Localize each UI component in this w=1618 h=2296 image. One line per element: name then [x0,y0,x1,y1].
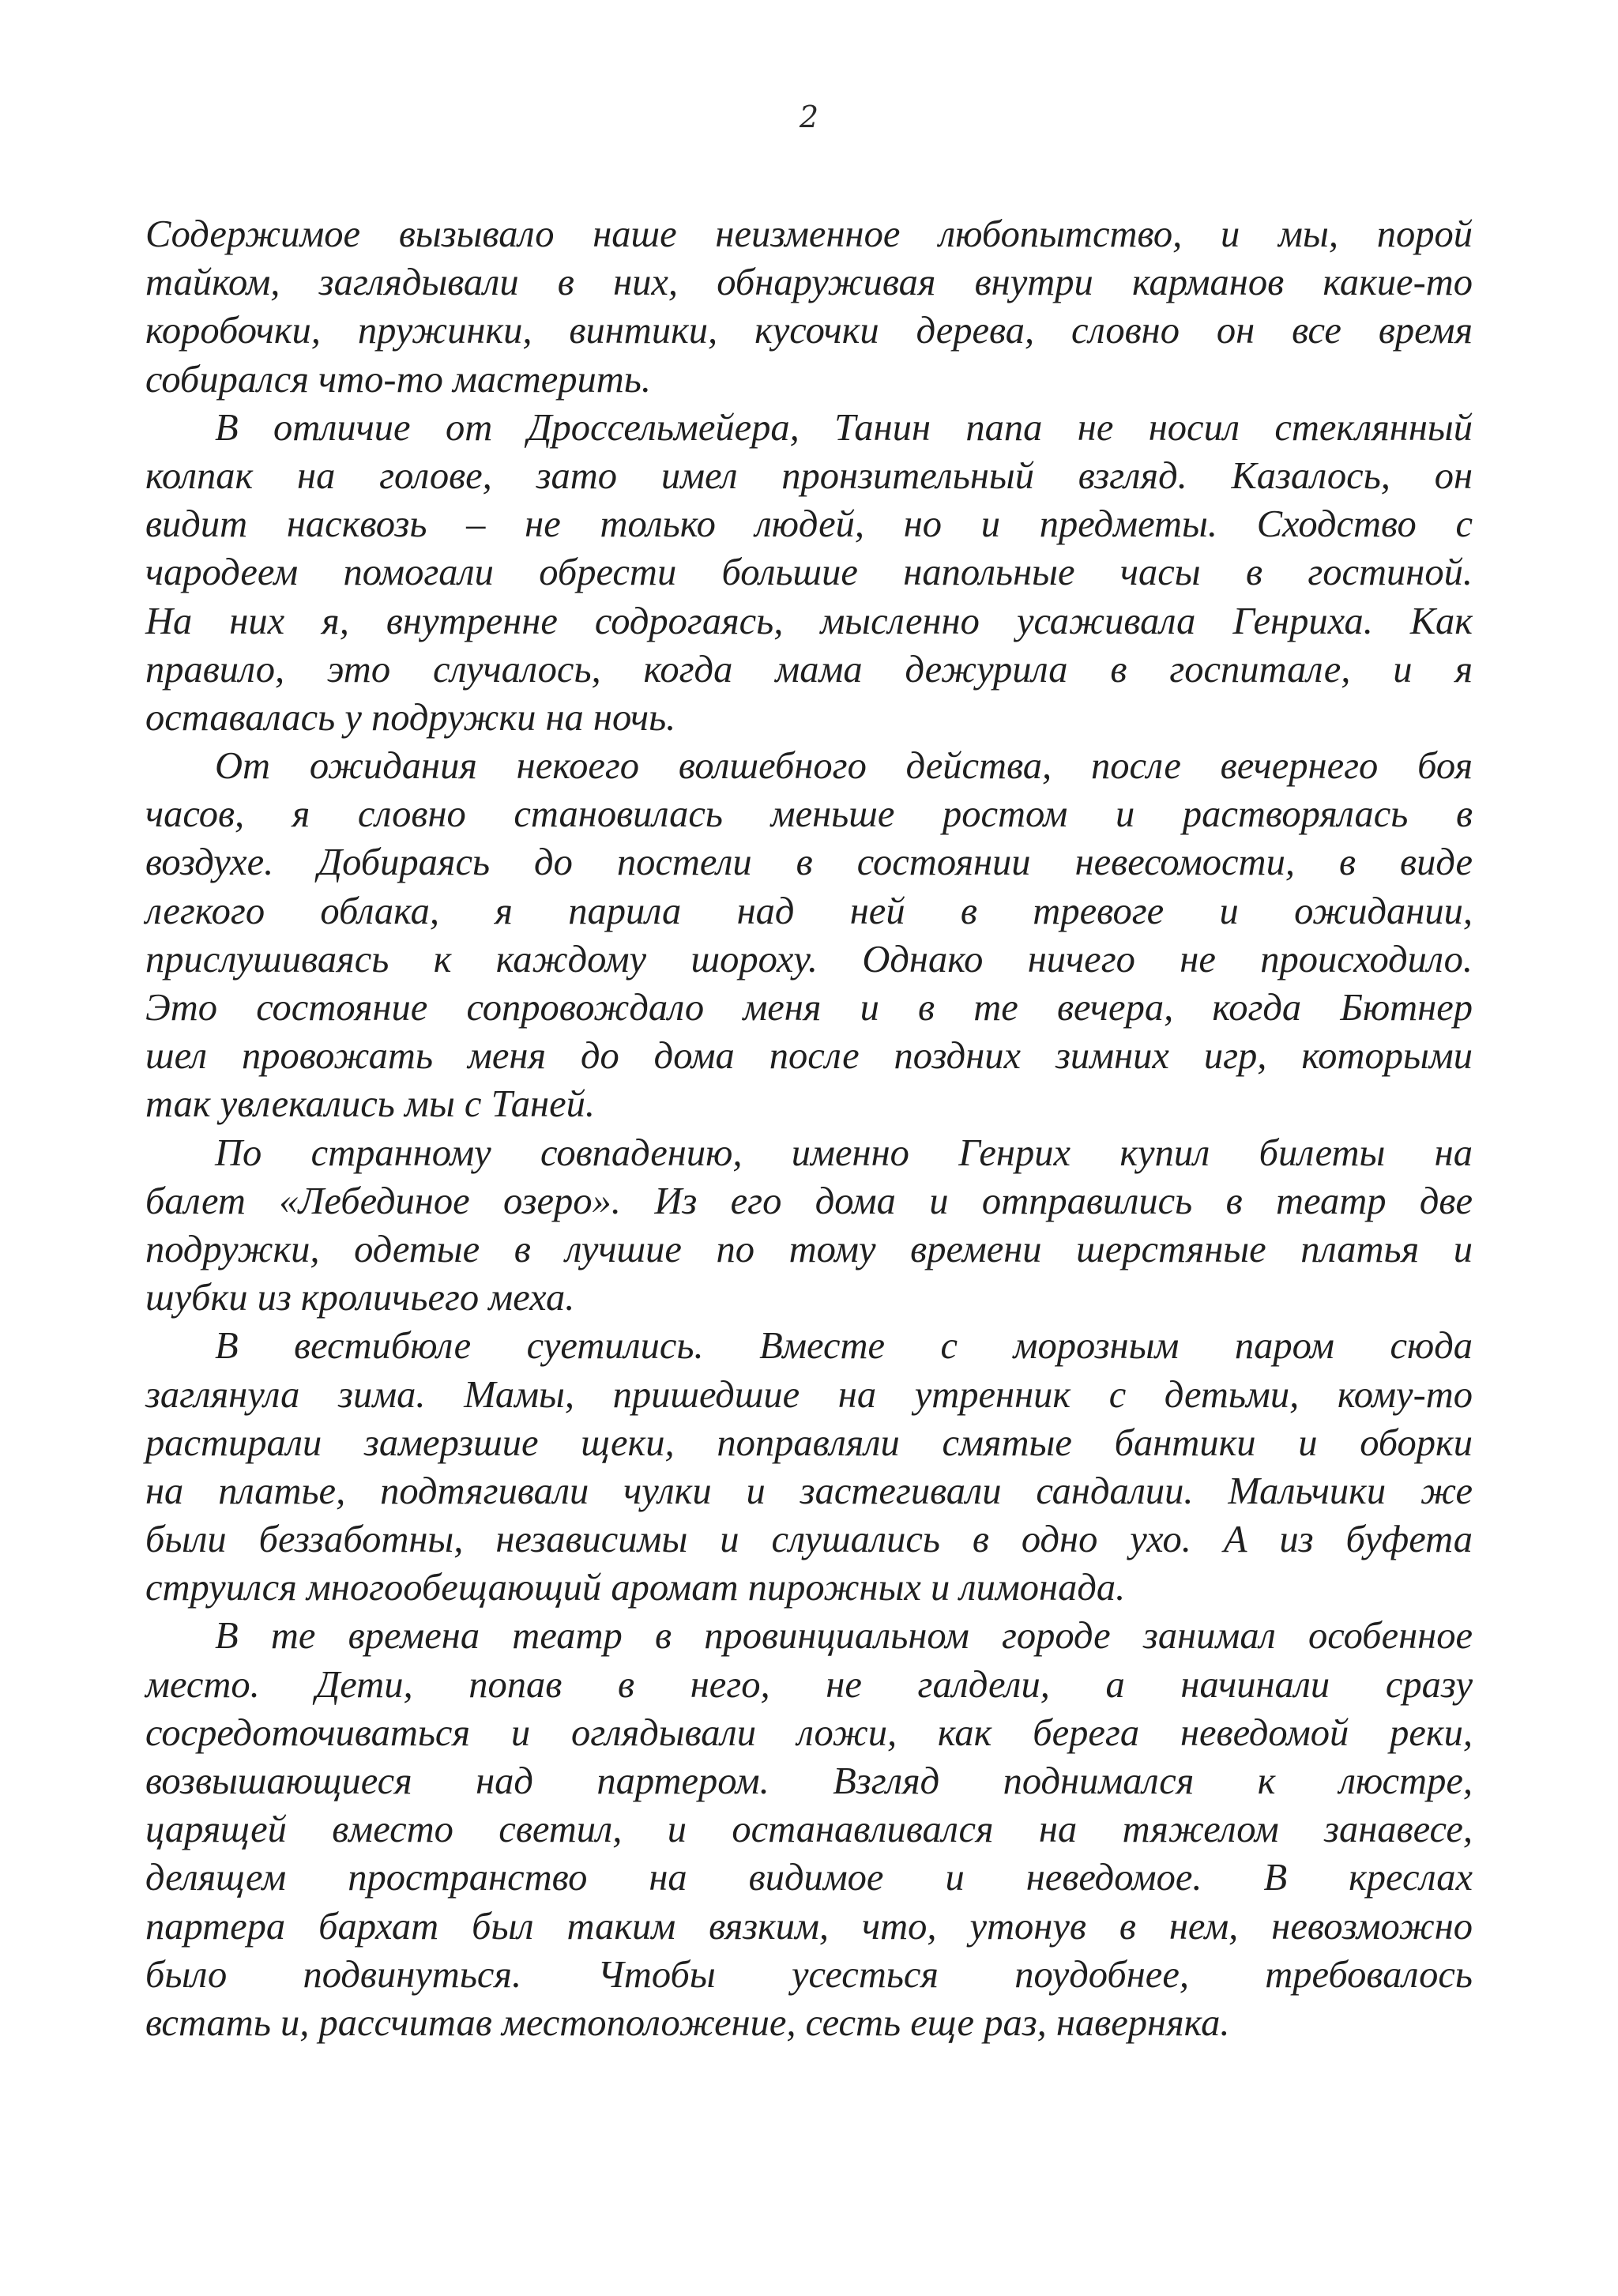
text-line: струился многообещающий аромат пирожных и лимонада. [145,1567,1126,1609]
text-line: на платье, подтягивали чулки и застегивали сандалии. Мальчики же [145,1470,1473,1512]
text-line: шубки из кроличьего меха. [145,1277,575,1319]
text-line: Содержимое вызывало наше неизменное любопытство, и мы, порой [145,213,1473,255]
text-line: прислушиваясь к каждому шороху. Однако ничего не происходило. [145,938,1473,981]
text-line: встать и, рассчитав местоположение, сесть еще раз, наверняка. [145,2001,1230,2044]
text-line: заглянула зима. Мамы, пришедшие на утренник с детьми, кому-то [145,1373,1473,1416]
text-line: место. Дети, попав в него, не галдели, а начинали сразу [145,1663,1473,1706]
text-line: В отличие от Дроссельмейера, Танин папа не носил стеклянный [215,406,1473,449]
text-line: оставалась у подружки на ночь. [145,696,676,739]
text-line: часов, я словно становилась меньше ростом и растворялась в [145,793,1473,836]
text-line: делящем пространство на видимое и неведомое. В креслах [145,1857,1473,1899]
text-line: растирали замерзшие щеки, поправляли смятые бантики и оборки [145,1421,1473,1464]
text-line: воздухе. Добираясь до постели в состоянии невесомости, в виде [145,841,1473,884]
text-line: легкого облака, я парила над ней в тревоге и ожидании, [145,890,1473,932]
text-line: так увлекались мы с Таней. [145,1083,595,1126]
text-line: царящей вместо светил, и останавливался на тяжелом занавесе, [145,1809,1473,1851]
text-line: шел провожать меня до дома после поздних зимних игр, которыми [145,1035,1473,1078]
paragraph [145,1322,1473,1612]
text-line: собирался что-то мастерить. [145,358,651,401]
paragraph [145,210,1473,404]
text-line: правило, это случалось, когда мама дежурила в госпитале, и я [145,648,1473,691]
paragraph [145,1612,1473,2047]
paragraph [145,1129,1473,1323]
page-number: 2 [799,100,819,134]
text-line: были беззаботны, независимы и слушались в одно ухо. А из буфета [145,1519,1473,1561]
text-line: балет «Лебединое озеро». Из его дома и отправились в театр две [145,1180,1473,1222]
text-line: подружки, одетые в лучшие по тому времени шерстяные платья и [145,1228,1473,1270]
text-line: тайком, заглядывали в них, обнаруживая внутри карманов какие-то [145,262,1473,304]
text-line: Это состояние сопровождало меня и в те вечера, когда Бютнер [145,987,1473,1029]
text-line: На них я, внутренне содрогаясь, мысленно усаживала Генриха. Как [145,600,1473,642]
paragraph [145,404,1473,742]
text-line: От ожидания некоего волшебного действа, после вечернего боя [215,745,1473,788]
text-line: возвышающиеся над партером. Взгляд поднимался к люстре, [145,1760,1473,1802]
text-line: В вестибюле суетились. Вместе с морозным паром сюда [215,1325,1473,1368]
text-line: чародеем помогали обрести большие напольные часы в гостиной. [145,551,1473,594]
text-line: колпак на голове, зато имел пронзительный взгляд. Казалось, он [145,454,1473,497]
text-line: По странному совпадению, именно Генрих купил билеты на [215,1131,1473,1174]
paragraph [145,742,1473,1129]
text-line: сосредоточиваться и оглядывали ложи, как берега неведомой реки, [145,1711,1473,1754]
text-line: В те времена театр в провинциальном городе занимал особенное [215,1615,1473,1658]
body-text [145,210,1473,2047]
text-line: видит насквозь – не только людей, но и предметы. Сходство с [145,503,1473,546]
text-line: партера бархат был таким вязким, что, утонув в нем, невозможно [145,1905,1473,1948]
text-line: было подвинуться. Чтобы усесться поудобнее, требовалось [145,1953,1473,1996]
text-line: коробочки, пружинки, винтики, кусочки дерева, словно он все время [145,310,1473,352]
